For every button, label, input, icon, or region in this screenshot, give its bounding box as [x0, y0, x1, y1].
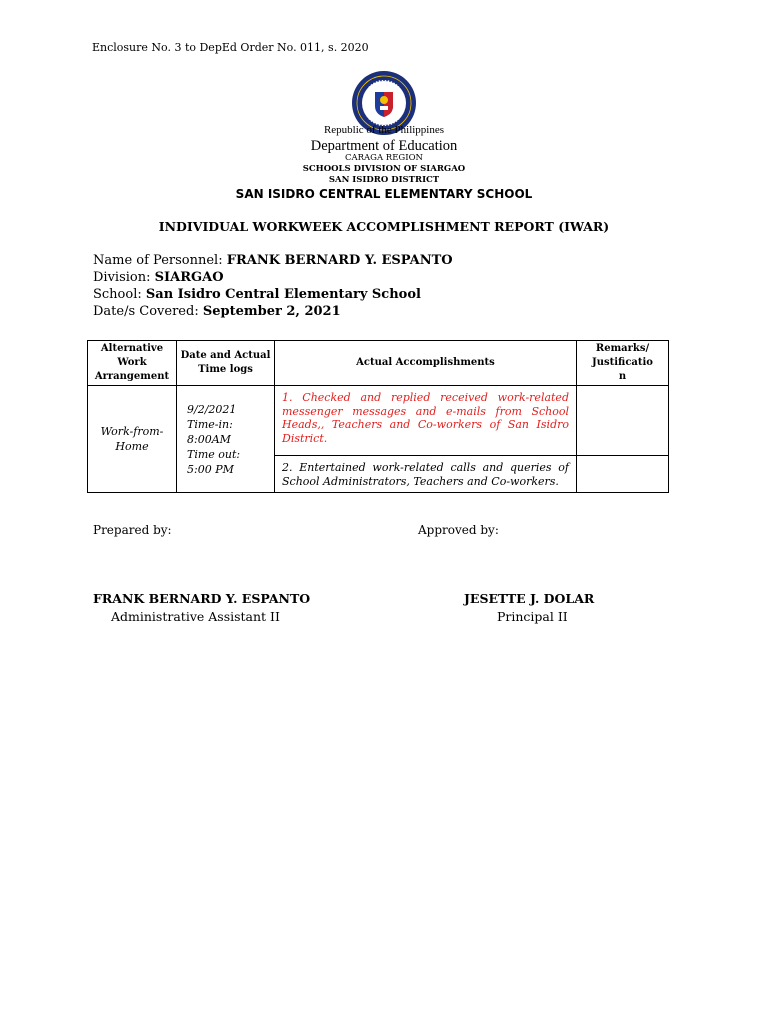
time-in-value: 8:00AM — [187, 432, 231, 446]
approver-position: Principal II — [497, 609, 568, 624]
header-remarks-line2: n — [618, 371, 627, 382]
republic-heading: Republic of the Philippines — [323, 124, 445, 136]
arrangement-cell: Work-from-Home — [88, 386, 177, 493]
header-remarks — [577, 341, 669, 386]
school-heading: SAN ISIDRO CENTRAL ELEMENTARY SCHOOL — [235, 187, 533, 201]
header-accomplishments: Actual Accomplishments — [275, 341, 577, 386]
accomplishment-table — [87, 340, 669, 493]
remarks-cell — [577, 386, 669, 456]
accomplishment-item: 2. Entertained work-related calls and queries of School Administrators, Teachers and Co-workers. — [275, 456, 577, 493]
time-in-label: Time-in: — [187, 417, 233, 431]
dates-covered-label: Date/s Covered: — [93, 304, 199, 319]
header-remarks-line1: Remarks/ Justificatio — [592, 343, 653, 368]
table-header-row — [88, 341, 669, 386]
division-value: SIARGAO — [154, 270, 224, 285]
school-label: School: — [93, 287, 142, 302]
district-heading: SAN ISIDRO DISTRICT — [328, 175, 440, 185]
personnel-name-label: Name of Personnel: — [93, 253, 223, 268]
prepared-by-label: Prepared by: — [93, 523, 172, 537]
preparer-name: FRANK BERNARD Y. ESPANTO — [93, 591, 311, 606]
personnel-name-line — [93, 253, 453, 268]
accomplishment-item: 1. Checked and replied received work-related messenger messages and e-mails from School Heads,, Teachers and Co-workers of San Isidro District. — [275, 386, 577, 456]
preparer-position: Administrative Assistant II — [111, 609, 280, 624]
approved-by-label: Approved by: — [418, 523, 499, 537]
dates-covered-line — [93, 304, 341, 319]
enclosure-reference: Enclosure No. 3 to DepEd Order No. 011, s. 2020 — [92, 41, 369, 54]
approver-name: JESETTE J. DOLAR — [464, 591, 595, 606]
header-arrangement: Alternative Work Arrangement — [88, 341, 177, 386]
department-heading: Department of Education — [310, 138, 458, 154]
division-line — [93, 270, 224, 285]
log-date: 9/2/2021 — [187, 402, 237, 416]
personnel-name-value: FRANK BERNARD Y. ESPANTO — [226, 253, 453, 268]
time-out-value: 5:00 PM — [187, 462, 234, 476]
time-out-label: Time out: — [187, 447, 241, 461]
school-value: San Isidro Central Elementary School — [145, 287, 421, 302]
school-line — [93, 287, 421, 302]
header-date-logs: Date and Actual Time logs — [177, 341, 275, 386]
division-heading: SCHOOLS DIVISION OF SIARGAO — [302, 164, 466, 174]
region-heading: CARAGA REGION — [345, 153, 423, 163]
table-row — [88, 386, 669, 456]
dates-covered-value: September 2, 2021 — [202, 304, 341, 319]
report-title: INDIVIDUAL WORKWEEK ACCOMPLISHMENT REPORT (IWAR) — [158, 219, 610, 234]
division-label: Division: — [93, 270, 151, 285]
remarks-cell — [577, 456, 669, 493]
time-logs-cell — [177, 386, 275, 493]
